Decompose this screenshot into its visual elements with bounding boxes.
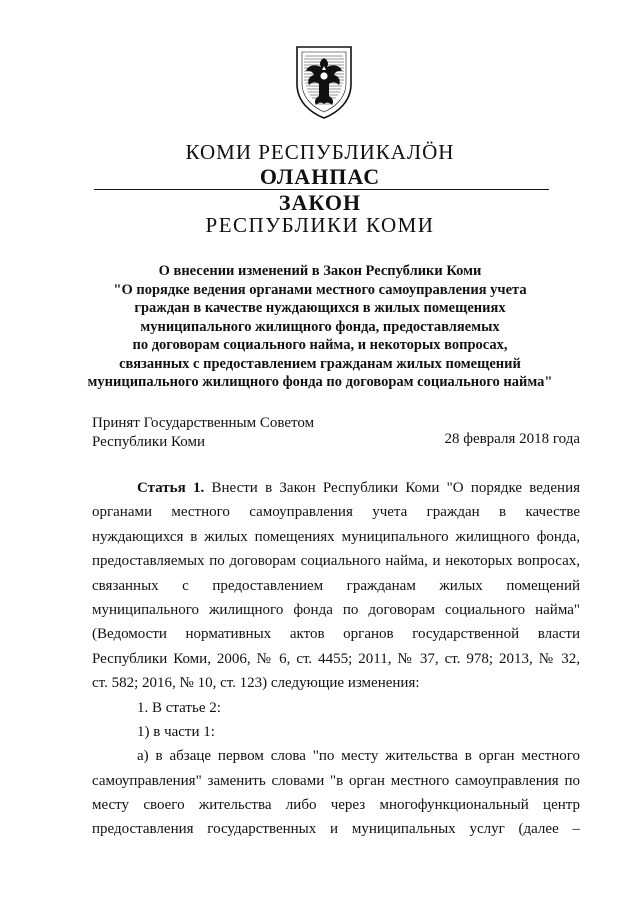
article-line: ст. 582; 2016, № 10, ст. 123) следующие изменения: [92, 675, 420, 692]
law-title [0, 262, 640, 392]
zakon-heading: ЗАКОН [278, 190, 362, 215]
article-line: органами местного самоуправления учета граждан в качестве [92, 504, 580, 521]
article-first-line-text: Внести в Закон Республики Коми "О порядке ведения [211, 480, 580, 496]
adoption-date: 28 февраля 2018 года [444, 431, 580, 447]
item-1: 1. В статье 2: [137, 699, 221, 716]
paragraph-a-line: месту своего жительства либо через многофункциональный центр [92, 797, 580, 814]
law-title-line: "О порядке ведения органами местного самоуправления учета [113, 281, 527, 298]
coat-of-arms-emblem [293, 44, 355, 120]
item-1-sub-1: 1) в части 1: [137, 723, 215, 740]
article-line: связанных с предоставлением гражданам жилых помещений [92, 577, 580, 594]
law-title-line: связанных с предоставлением гражданам жилых помещений [119, 355, 521, 372]
law-title-line: по договорам социального найма, и некоторых вопросах, [132, 337, 508, 353]
article-line: муниципального жилищного фонда по договорам социального найма" [92, 601, 580, 618]
olanpas-heading: ОЛАНПАС [259, 164, 381, 189]
law-title-line: муниципального жилищного фонда по договорам социального найма" [87, 374, 553, 390]
paragraph-a-line: предоставления государственных и муниципальных услуг (далее – [92, 821, 580, 838]
article-line: предоставляемых по договорам социального найма, и некоторых вопросах, [92, 553, 580, 570]
law-title-line: О внесении изменений в Закон Республики Коми [158, 263, 482, 279]
paragraph-a-line: самоуправления" заменить словами "в орган местного самоуправления по [92, 772, 580, 789]
article-line: Республики Коми, 2006, № 6, ст. 4455; 2011, № 37, ст. 978; 2013, № 32, [92, 650, 580, 667]
article-first-line [92, 476, 580, 500]
republic-komi-heading: РЕСПУБЛИКИ КОМИ [205, 213, 435, 237]
adoption-line: Республики Коми [92, 434, 205, 450]
law-title-line: муниципального жилищного фонда, предоставляемых [140, 318, 500, 335]
article-line: нуждающихся в жилых помещениях муниципального жилищного фонда, [92, 528, 580, 545]
komi-republic-name: КОМИ РЕСПУБЛИКАЛÖН [185, 140, 455, 164]
adoption-statement [92, 414, 314, 452]
article-label: Статья 1. [137, 480, 205, 496]
adoption-line: Принят Государственным Советом [92, 415, 315, 431]
coat-of-arms-icon [293, 44, 355, 120]
paragraph-a-line: а) в абзаце первом слова "по месту жительства в орган местного [137, 748, 580, 765]
article-body [92, 476, 580, 842]
law-title-line: граждан в качестве нуждающихся в жилых помещениях [134, 300, 506, 316]
article-line: (Ведомости нормативных актов органов государственной власти [92, 626, 580, 643]
